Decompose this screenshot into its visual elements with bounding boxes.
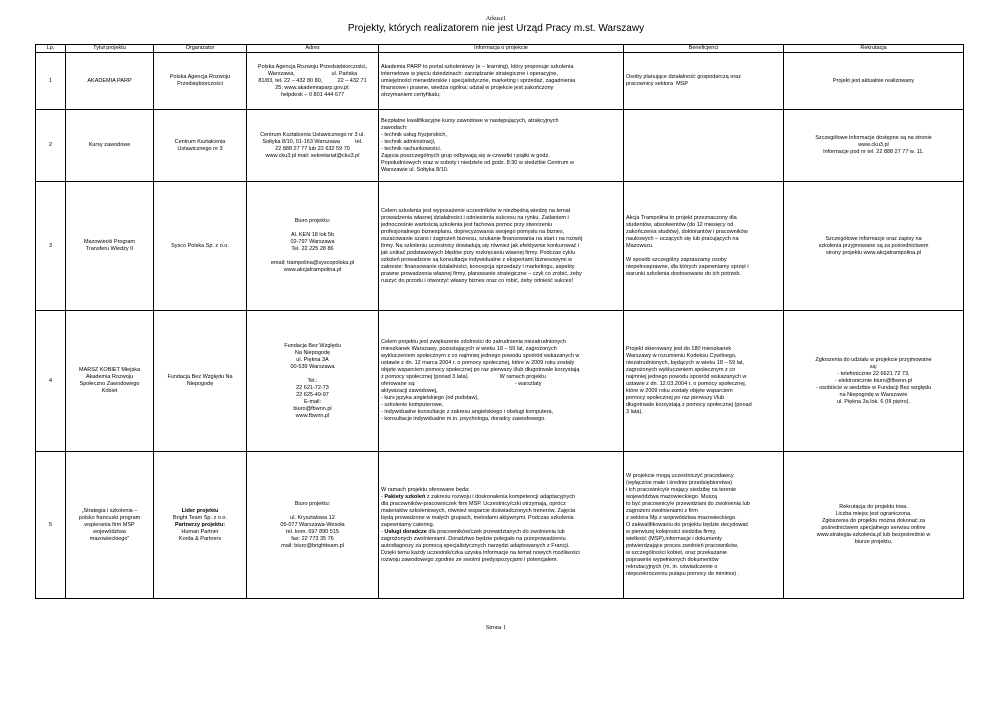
cell-line: są: (869, 363, 878, 370)
cell-line: aktywizacji zawodowej, (381, 388, 438, 394)
cell-line: szkoleń prowadzone są konsultacje indywidualne z ekspertami biznesowymi w (381, 256, 573, 263)
cell-line: naukowych – uczących się lub pracujących na (626, 235, 739, 242)
cell-line: potwierdzające proces zwolnień pracowników, (626, 542, 739, 549)
cell-line: Zgłoszenia do udziału w projekcie przyjmowane (815, 356, 932, 363)
cell-lp: 2 (36, 110, 66, 182)
cell-line: ul. Piękna 3A (296, 356, 329, 363)
cell-line: zawodach: (381, 124, 408, 131)
cell-tytul (66, 110, 154, 182)
cell-rekrutacja (784, 182, 964, 311)
cell-line: W ramach projektu oferowane będa: (381, 486, 470, 493)
cell-line: ruszyć do przodu i otworzyć własny biznes oraz co robić, żeby odnieść sukces! (381, 277, 573, 284)
cell-line: MARSZ KOBIET Miejska (78, 367, 141, 373)
cell-line (249, 225, 376, 232)
cell-line: www.cku3.pl (858, 142, 889, 148)
cell-line: prawne prowadzenia własnej firmy, planowanie strategiczne – czyli co zrobić, żeby (381, 270, 582, 277)
cell-line: najmniej jednego powodu spośród wskazanych w (626, 374, 747, 380)
column-header-adres: Adres (247, 45, 379, 53)
cell-line: Korda & Partners (178, 535, 222, 542)
cell-line: finansowe i prawne, wiedza ogólna; udział w projekcie jest zakończony (381, 84, 554, 91)
cell-line: 02-797 Warszawa (290, 239, 335, 245)
table-row (36, 311, 964, 452)
cell-line: - telefonicznie 22 6621 72 73, (837, 370, 910, 377)
cell-line: dla pracowników-pracowniczek firm MSP. Uczestnicy/czki otrzymają, oprócz (381, 500, 566, 507)
cell-line: jak unikać podstawowych błędów przy rozkręcaniu własnej firmy. Podczas cyklu (381, 249, 576, 256)
cell-line: na Niepogodę w Warszawie (839, 391, 908, 398)
cell-rekrutacja (784, 311, 964, 452)
cell-adres (247, 53, 379, 110)
cell-informacja (379, 182, 624, 311)
cell-lp: 4 (36, 311, 66, 452)
cell-line: Dzięki temu każdy uczestnik/czka uzyska informacje na temat nowych możliwości (381, 549, 580, 556)
cell-line: 22 625-49-97 (296, 391, 329, 398)
cell-rekrutacja (784, 110, 964, 182)
cell-line: Fundacja Bez Względu Na (167, 374, 233, 380)
cell-line: 22 888 27 77 lub 22 632 59 70 (275, 145, 350, 152)
cell-line: - szkolenie komputerowe, (381, 402, 444, 408)
cell-line: - konsultacje indywidualne m.in. psychologa, doradcy zawodowego. (381, 416, 546, 422)
cell-lp: 3 (36, 182, 66, 311)
cell-line: Zajęcia poszczególnych grup odbywają się w czwartki i piątki w godz. (381, 152, 550, 159)
table-row (36, 182, 964, 311)
cell-line: zagrożonych wykluczeniem społecznym z co (626, 367, 736, 373)
cell-line (626, 250, 781, 257)
cell-line: Warszawy w rozumieniu Kodeksu Cywilnego, (626, 353, 737, 359)
cell-line: Fundacja Bez Względu (284, 342, 341, 349)
cell-line: profesjonalnego biznesplanu, doprecyzowania swojego pomysłu na biznes, (381, 228, 565, 235)
cell-rekrutacja (784, 53, 964, 110)
cell-line: firmy. Na szkoleniu uczestnicy dowiadują się również jak efektywnie konkurować i (381, 242, 580, 249)
cell-line: O zakwalifikowaniu do projektu będzie decydować (626, 521, 749, 528)
cell-line: Niepogodę (186, 381, 214, 387)
cell-line: otrzymaniem certyfikatu; (381, 91, 441, 98)
projects-table (35, 44, 964, 599)
cell-line: Zgłoszenia do projektu można dokonać za (821, 518, 926, 524)
cell-line: to być pracownicy/e przewidziani do zwolnienia lub (626, 500, 750, 507)
cell-informacja (379, 53, 624, 110)
cell-line: województwa (93, 528, 126, 535)
cell-line: pomocy społecznej po raz pierwszy i/lub (626, 395, 725, 401)
cell-line: niepełnosprawne, dla których zapewniamy sprzęt i (626, 263, 749, 270)
cell-line: Tel. 22 225 28 86 (291, 246, 334, 252)
cell-line: materiałów szkoleniowych, również wsparcie doświadczonych trenerów. Zajęcia (381, 507, 576, 514)
cell-beneficjenci (624, 182, 784, 311)
cell-line: z pomocy społecznej (ponad 3 lata). W ramach projektu (381, 374, 546, 380)
cell-line: Biuro projektu: (294, 218, 331, 224)
cell-organizator (154, 311, 247, 452)
cell-line: - Pakiety szkoleń z zakresu rozwoju i doskonalenia kompetencji adaptacyjnych (381, 493, 576, 500)
cell-line: fax: 22 773 35 76 (291, 535, 334, 542)
cell-line: (wyłącznie małe i średnie przedsiębiorstwa) (626, 479, 733, 486)
cell-line: Biuro projektu: (294, 500, 331, 507)
cell-line: prowadzenia własnej działalności i odniesienia sukcesu na rynku. Zadaniem i (381, 214, 569, 221)
cell-tytul (66, 182, 154, 311)
cell-line: Al. KEN 18 lok 5b (290, 232, 335, 238)
cell-line: ustawie z dn. 12.03.2004 r. o pomocy społecznej, (626, 381, 747, 387)
cell-tytul (66, 311, 154, 452)
cell-tytul (66, 452, 154, 599)
cell-line: zapewniamy catering. (381, 521, 435, 528)
cell-line: E-mail: (303, 398, 322, 405)
cell-rekrutacja (784, 452, 964, 599)
cell-line: umiejętności menedżerskie i specjalistyczne, marketing i sprzedaż, zagadnienia (381, 77, 576, 84)
cell-line: które w 2009 roku zostały objęte wsparciem (626, 388, 733, 394)
cell-line: Centrum Kształcenia Ustawicznego nr 3 ul. (260, 131, 365, 138)
cell-line: biurze projektu. (854, 539, 893, 545)
cell-line: Kursy zawodowe (88, 142, 131, 148)
cell-line: Osoby planujące działalność gospodarczą oraz (626, 74, 741, 80)
cell-line: Sołtyka 8/10, 01-163 Warszawa tel. (262, 138, 363, 145)
cell-line: strony projektu www.akcjatrampolina.pl (825, 249, 922, 256)
cell-line: Celem szkolenia jest wyposażenie uczestników w niezbędną wiedzę na temat (381, 207, 571, 214)
cell-line: wykluczeniem społecznym z co najmniej jednego powodu spośród wskazanych w (381, 353, 580, 359)
cell-line: Szczegółowe informacje dostępne są na stronie (815, 135, 932, 141)
cell-line: polsko francuski program (78, 514, 141, 521)
cell-line: - elektronicznie biuro@fbwnn.pl (835, 377, 912, 384)
cell-line: 25; www.akademiaparp.gov.pl; (275, 84, 350, 91)
cell-line: Na Niepogodę (294, 349, 331, 356)
cell-line: wspierania firm MSP (84, 521, 135, 528)
cell-line: Szczegółowe informacje oraz zapisy na (825, 235, 922, 242)
cell-line: Tel.: (307, 377, 318, 384)
cell-line: województwa mazowieckiego. Muszą (626, 493, 718, 500)
page-footer: Strona 1 (485, 625, 507, 631)
column-header-rekrutacja: Rekrutacja (784, 45, 964, 53)
cell-line: - technik usług fryzjerskich, (381, 131, 448, 138)
cell-line: „Strategia i szkolenia – (81, 507, 138, 514)
cell-line: będą prowadzone w małych grupach, metodami aktywnymi. Podczas szkolenia (381, 514, 574, 521)
cell-line: zagrożeni zwolnieniami z firm (626, 507, 698, 514)
cell-line: Rekrutacja do projektu trwa. (839, 504, 908, 510)
table-row (36, 452, 964, 599)
cell-adres (247, 452, 379, 599)
cell-line (249, 253, 376, 260)
cell-line: 00-539 Warszawa (290, 363, 335, 370)
cell-line: 05-077 Warszawa-Wesoła (280, 521, 345, 528)
cell-line: - Usługi doradcze dla pracowników/czek przewidzianych do zwolnienia lub (381, 528, 565, 535)
cell-line: długotrwale korzystają z pomocy społecznej (ponad (626, 402, 752, 408)
document-title: Projekty, których realizatorem nie jest Urząd Pracy m.st. Warszawy (347, 23, 645, 34)
table-header-row (36, 45, 964, 53)
cell-line: ul. Krysztalowa 12 (290, 514, 335, 521)
cell-line: zakończenia studiów), doktorantów i pracowników (626, 228, 748, 235)
cell-line: Przedsiębiorczości (177, 81, 223, 87)
column-header-beneficjenci: Beneficjenci (624, 45, 784, 53)
table-row (36, 110, 964, 182)
cell-line: pracownicy sektora MSP (626, 81, 689, 87)
cell-line: ustawie z dn. 12 marca 2004 r. o pomocy społecznej, które w 2009 roku zostały (381, 360, 575, 366)
column-header-lp: Lp. (36, 45, 66, 53)
cell-line (249, 371, 376, 378)
cell-line: W projekcie mogą uczestniczyć pracodawcy (626, 472, 734, 479)
cell-line: rekrutacyjnych (m. in. oświadczenie o (626, 563, 718, 570)
cell-adres (247, 110, 379, 182)
cell-line: poprawnie wypełnionych dokumentów (626, 556, 719, 563)
cell-line: www.akcjatrampolina.pl (283, 267, 342, 273)
cell-adres (247, 182, 379, 311)
cell-line: 3 lata). (626, 409, 643, 415)
cell-line: z sektora Mp z województwa mazowieckiego. (626, 514, 737, 521)
cell-line: Lider projektu (181, 507, 219, 514)
cell-line: Bezpłatne kwalifikacyjne kursy zawodowe w następujących, atrakcyjnych (381, 117, 559, 124)
cell-line: email: trampolina@syscopolska.pl (270, 260, 355, 266)
cell-line: Informacje pod nr tel. 22 888 27 77 w. 11. (823, 149, 924, 155)
cell-line: Human Partner (181, 528, 219, 535)
cell-line: mail: biuro@brightteam.pl (281, 542, 344, 549)
cell-line: Transferu Wiedzy II (85, 246, 134, 252)
cell-adres (247, 311, 379, 452)
cell-line: - indywidualne konsultacje z zakresu angielskiego i obsługi komputera, (381, 409, 554, 415)
cell-line: - technik rachunkowości. (381, 145, 442, 152)
cell-line: Liczba miejsc jest ograniczona. (835, 511, 912, 517)
cell-line: Akademia PARP to portal szkoleniowy (e – learning), który proponuje szkolenia (381, 63, 574, 70)
cell-informacja (379, 110, 624, 182)
cell-line: Akademia Rozwoju (85, 374, 134, 380)
column-header-tytul: Tytuł projektu (66, 45, 154, 53)
cell-informacja (379, 311, 624, 452)
cell-organizator (154, 110, 247, 182)
cell-line: Warszawie ul. Sołtyka 8/10. (381, 166, 449, 173)
cell-line: www.strategia-szkolenia.pl lub bezpośrednio w (816, 532, 931, 538)
cell-line: - osobiście w siedzibie w Fundacji Bez względu (815, 384, 932, 391)
cell-lp: 1 (36, 53, 66, 110)
cell-line: jednocześnie wartością szkolenia jest fachowa pomoc przy stworzeniu (381, 221, 553, 228)
cell-line: AKADEMIA PARP (87, 77, 132, 84)
cell-beneficjenci (624, 452, 784, 599)
cell-line: wielkość (MSP),informacje i dokumenty (626, 535, 722, 542)
cell-beneficjenci (624, 311, 784, 452)
cell-line: Partnerzy projektu: (174, 521, 226, 528)
cell-line: autodiagnozy za pomocą specjalistycznych narzędzi adaptowanych z Francji. (381, 542, 570, 549)
cell-line: Warszawa, ul. Pańska (267, 70, 358, 77)
cell-line: helpdesk – 0 801 444 677 (280, 91, 345, 98)
table-row (36, 53, 964, 110)
cell-informacja (379, 452, 624, 599)
cell-line: w pierwszej kolejności siedziba firmy, (626, 528, 717, 535)
cell-line: oszacowanie szans i zagrożeń biznesu, szukanie finansowania na start i na rozwój (381, 235, 583, 242)
column-header-organizator: Organizator (154, 45, 247, 53)
cell-line: mazowieckiego” (89, 535, 130, 542)
cell-beneficjenci (624, 110, 784, 182)
sheet-name: Arkusz1 (485, 16, 507, 22)
cell-line: Mazowszu. (626, 242, 654, 249)
cell-line: Projekt skierowany jest do 180 mieszkanek (626, 346, 732, 352)
cell-line: - kurs języka angielskiego (od podstaw), (381, 395, 479, 401)
cell-line: www.cku3.pl mail: sekretariat@cku3.pl (265, 152, 360, 159)
cell-line: warunki szkolenia dostosowane do ich potrzeb. (626, 270, 741, 277)
cell-line: tel. kom. 697 890 515 (286, 528, 339, 535)
cell-line: studentów, absolwentów (do 12 miesięcy od (626, 221, 734, 228)
cell-organizator (154, 452, 247, 599)
cell-line: Centrum Kształcenia (174, 138, 226, 145)
cell-line: mieszkanek Warszawy, pozostających w wieku 18 – 59 lat, zagrożonych (381, 346, 557, 352)
cell-line: Ustawicznego nr 3 (177, 145, 223, 152)
cell-line: Mazowiecki Program (83, 239, 136, 245)
cell-line: zakresie: finansowanie działalności, koncepcja sprzedaży i marketingu, aspekty (381, 263, 575, 270)
cell-line: pośrednictwem specjalnego serwisu online (821, 525, 926, 531)
cell-line: Polska Agencja Rozwoju (169, 74, 231, 80)
cell-line: ul. Piękna 3a lok. 6 (III piętro). (836, 398, 911, 405)
cell-line: rozwoju zawodowego zgodnie ze swoimi predyspozycjami i potencjałem. (381, 556, 559, 563)
cell-line: W sposób szczególny zapraszamy osoby (626, 256, 727, 263)
cell-line: oferowane są: - warsztaty (381, 381, 542, 387)
cell-line: 22 621-72-73 (296, 384, 329, 391)
cell-line: nieprzekroczeniu pułapu pomocy de minimis) . (626, 570, 740, 577)
cell-line: szkolenia przyjmowane są za pośrednictwem (818, 242, 929, 249)
column-header-informacja: Informacja o projekcie (379, 45, 624, 53)
cell-line: Sysco Polska Sp. z o.o. (171, 242, 229, 249)
cell-line: Projekt jest aktualnie realizowany (832, 77, 915, 84)
cell-line: Kobiet (101, 388, 118, 394)
cell-line: i ich pracownicy/e mający siedzibę na terenie (626, 486, 737, 493)
cell-line: Polska Agencja Rozwoju Przedsiębiorczości, (257, 63, 368, 70)
cell-line: 81/83, tel. 22 – 432 80 80, 22 – 432 71 (258, 77, 367, 84)
cell-line: niezatrudnionych, będących w wieku 18 – 59 lat, (626, 360, 745, 366)
cell-line: zagrożonych zwolnieniami. Doradztwo będzie polegało na przeprowadzeniu (381, 535, 566, 542)
cell-line (249, 508, 376, 515)
cell-line: Bright Team Sp. z o.o. (172, 514, 227, 521)
cell-line: www.fbwnn.pl (295, 412, 330, 419)
cell-beneficjenci (624, 53, 784, 110)
cell-organizator (154, 182, 247, 311)
cell-tytul (66, 53, 154, 110)
cell-organizator (154, 53, 247, 110)
cell-line: Społeczno Zawodowego (79, 381, 140, 387)
cell-line: biuro@fbwnn.pl (293, 405, 332, 412)
cell-line: Akcja Trampolina to projekt przeznaczony dla (626, 214, 737, 221)
cell-line: objęte wsparciem pomocy społecznej po raz pierwszy i/lub długotrwale korzystają (381, 367, 580, 373)
cell-line: Popołudniowych oraz w soboty i niedziele od godz. 8:30 w siedzibie Centrum w (381, 159, 574, 166)
cell-line: Celem projektu jest zwiększenie zdolności do zatrudnienia niezatrudnionych (381, 339, 566, 345)
cell-lp: 5 (36, 452, 66, 599)
cell-line: internetowe w pięciu dziedzinach: zarządzanie strategiczne i operacyjne, (381, 70, 559, 77)
cell-line: - technik administracji, (381, 138, 436, 145)
cell-line: w szczególności kobiet, oraz przekazanie (626, 549, 727, 556)
